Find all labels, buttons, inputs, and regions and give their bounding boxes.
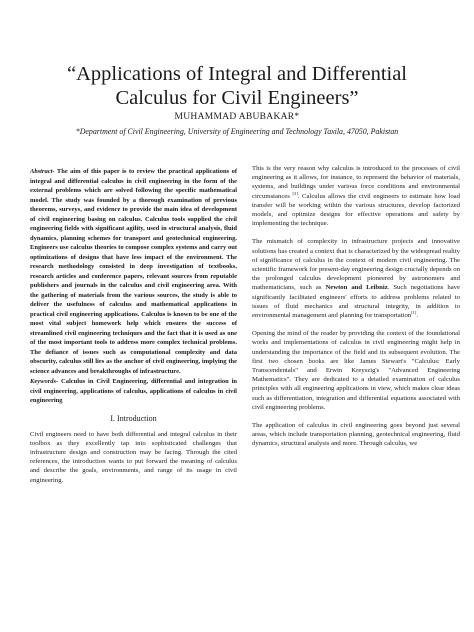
- right-paragraph-1-text: This is the very reason why calculus is introduced to the processes of civil engineering as it allows, for instance, to represent the behavior of materials, systems, and buildings under various force conditions and environmental circumstances: [252, 165, 460, 200]
- abstract: [30, 167, 237, 376]
- right-paragraph-1: [252, 164, 460, 228]
- abstract-label: Abstract-: [30, 168, 55, 175]
- paper-title: “Applications of Integral and Differential Calculus for Civil Engineers”: [66, 63, 408, 109]
- keywords-label: Keywords-: [30, 378, 59, 385]
- right-paragraph-4: The application of calculus in civil engineering goes beyond just several areas, which include transportation planning, geotechnical engineering, fluid dynamics, structural analysis and more. Through calculus, we: [252, 422, 460, 448]
- right-column: [252, 164, 460, 458]
- abstract-text: The aim of this paper is to review the practical applications of integral and differential calculus in civil engineering in the form of the external problems which are solved following the specific mathematical model. The study was founded by a thorough examination of previous theorems, surveys, and evidence to provide the main idea of development of civil engineering basing on calculus. Calculus tools supplied the civil engineering fields with significant agility, used in structural analysis, fluid dynamics, planning schemes for transport and geotechnical engineering. Engineers use calculus theories to compose complex systems and carry out optimizations of designs that have less impact of the environment. The research methodology consisted in deep investigation of textbooks, research articles and conference papers, relevant sources from reputable publishers and journals in the calculus and civil engineering area. With the gathering of materials from the various sources, the study is able to deliver the usefulness of calculus and mathematical applications in practical civil engineering applications. Calculus is known to be one of the most vital subject homework help which ensures the success of streamlined civil engineering techniques and the fact that it is used as one of the most important tools to address more complex technical problems. The defiance of issues such as computational complexity and data obscurity, calculus still lies as the anchor of civil engineering, implying the science advances and breakthroughs of infrastructure.: [30, 168, 237, 375]
- left-column: [30, 167, 237, 485]
- intro-paragraph: Civil engineers need to have both differential and integral calculus in their toolbox as they excellently tap into sophisticated challenges that infrastructure design and construction may be facing. Through the cited references, the introduction wants to put forward the meaning of calculus and describe the goals, environments, and range of its usage in civil engineering.: [30, 430, 237, 484]
- keywords-text: Calculus in Civil Engineering, differential and integration in civil engineering, applications of calculus, applications of calculus in civil engineering: [30, 378, 237, 404]
- keywords: [30, 377, 237, 406]
- author-name: MUHAMMAD ABUBAKAR*: [174, 112, 300, 122]
- citation-ref: [3]: [292, 190, 298, 196]
- right-paragraph-2-end: .: [416, 312, 419, 320]
- section-heading-introduction: I. Introduction: [110, 413, 157, 423]
- right-paragraph-2: [252, 237, 460, 320]
- right-paragraph-2-text-cont: . Such negotiations have significantly facilitated engineers' efforts to address problems related to issues of fluid mechanics and structural integrity, in addition to environmental management and planning for transportation: [252, 284, 460, 320]
- author-affiliation: *Department of Civil Engineering, University of Engineering and Technology Taxila, 47050, Pakistan: [75, 127, 399, 136]
- right-paragraph-2-text: The mismatch of complexity in infrastructure projects and innovative solutions has created a context that is characterized by the widespread reality of significance of calculus in the context of modern civil engineering. The scientific framework for present-day engineering design crucially depends on the prolonged calculus development pioneered by astronomers and mathematicians, such as: [252, 238, 460, 292]
- right-paragraph-2-bold: Newton and Leibniz: [325, 284, 388, 292]
- right-paragraph-3: Opening the mind of the reader by providing the context of the foundational works and implementations of calculus in civil engineering might help in understanding the importance of the field and its subsequent evolution. The first two chosen books are like James Stewart's "Calculus: Early Transcendentals" and Erwin Kreyszig's "Advanced Engineering Mathematics". They are dedicated to a detailed examination of calculus principles with all engineering applications in view, which makes clear ideas such as differentiation, integration and differential equations associated with civil engineering problems.: [252, 330, 460, 411]
- right-paragraph-1-text-cont: . Calculus allows the civil engineers to estimate how load transfer will be working within the various structures, develop factorized models, and optimize designs for effective operations and safety by implementing the technique.: [252, 192, 460, 228]
- citation-ref: [1]: [411, 309, 417, 315]
